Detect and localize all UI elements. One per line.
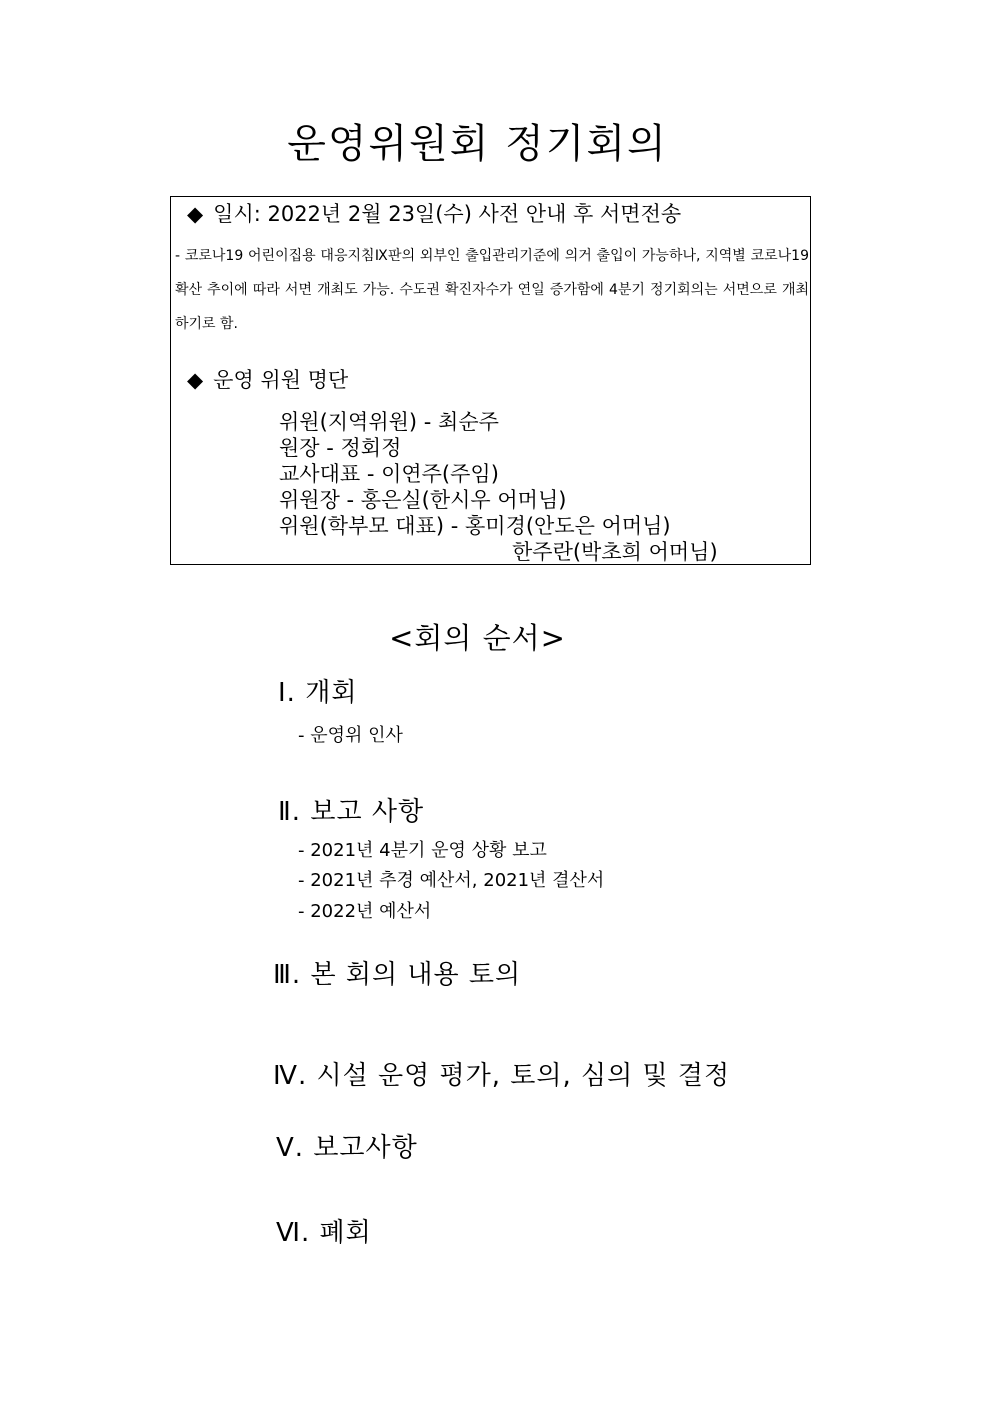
section-heading-evaluation: Ⅳ. 시설 운영 평가, 토의, 심의 및 결정 bbox=[273, 1061, 731, 1091]
page-title: 운영위원회 정기회의 bbox=[287, 121, 668, 167]
member-line: 위원장 - 홍은실(한시우 어머님) bbox=[279, 488, 567, 512]
covid-notice: - 코로나19 어린이집용 대응지침Ⅸ판의 외부인 출입관리기준에 의거 출입이 가능하나, 지역별 코로나19 확산 추이에 따라 서면 개최도 가능. 수도권 확진자수가 연일 증가함에 4분기 정기회의는 서면으로 개최 하기로 함. bbox=[175, 248, 809, 332]
member-line: 위원(지역위원) - 최순주 bbox=[279, 410, 499, 434]
agenda-title: <회의 순서> bbox=[389, 621, 566, 655]
date-label: 일시: 2022년 2월 23일(수) 사전 안내 후 서면전송 bbox=[213, 202, 682, 226]
date-heading bbox=[187, 198, 681, 228]
diamond-bullet-icon: ◆ bbox=[187, 368, 204, 392]
agenda-item: - 2021년 추경 예산서, 2021년 결산서 bbox=[298, 870, 605, 891]
meeting-info-box bbox=[170, 196, 811, 565]
section-heading-opening: Ⅰ. 개회 bbox=[278, 678, 358, 708]
member-line: 교사대표 - 이연주(주임) bbox=[279, 462, 499, 486]
agenda-item: - 2021년 4분기 운영 상황 보고 bbox=[298, 840, 547, 861]
member-line: 한주란(박초희 어머님) bbox=[512, 540, 718, 564]
section-heading-reports: Ⅱ. 보고 사항 bbox=[278, 797, 425, 827]
members-heading bbox=[187, 364, 348, 394]
section-heading-discussion: Ⅲ. 본 회의 내용 토의 bbox=[273, 960, 522, 990]
diamond-bullet-icon: ◆ bbox=[187, 202, 204, 226]
agenda-item: - 2022년 예산서 bbox=[298, 901, 432, 922]
agenda-item: - 운영위 인사 bbox=[298, 725, 403, 746]
section-heading-closing: Ⅵ. 폐회 bbox=[276, 1218, 372, 1248]
member-line: 위원(학부모 대표) - 홍미경(안도은 어머님) bbox=[279, 514, 671, 538]
section-heading-report: Ⅴ. 보고사항 bbox=[276, 1133, 418, 1163]
member-line: 원장 - 정회정 bbox=[279, 436, 402, 460]
members-label: 운영 위원 명단 bbox=[213, 368, 349, 392]
